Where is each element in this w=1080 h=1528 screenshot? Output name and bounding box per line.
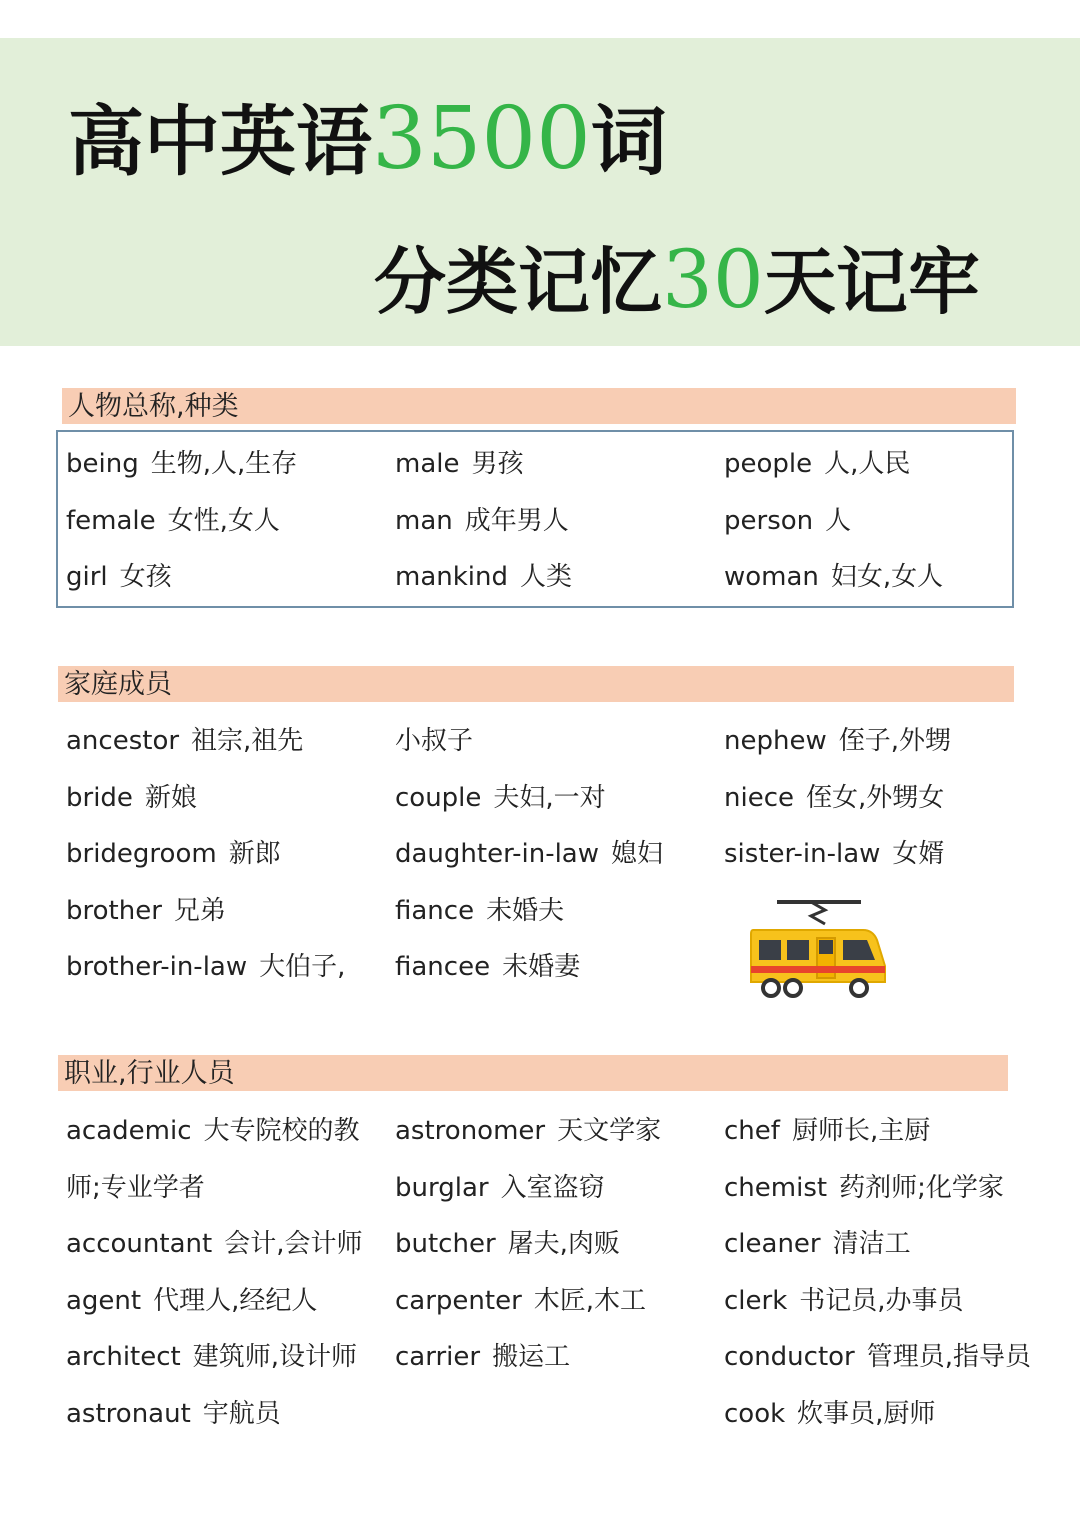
vocab-meaning: 人类 <box>520 562 573 593</box>
vocab-word: male <box>395 449 460 479</box>
vocab-word: brother-in-law <box>66 952 248 983</box>
vocab-word: agent <box>66 1285 142 1316</box>
vocab-meaning: 未婚夫 <box>486 895 565 926</box>
vocab-meaning: 宇航员 <box>202 1399 281 1429</box>
vocab-meaning: 新娘 <box>144 782 197 813</box>
vocab-word: cleaner <box>724 1229 821 1260</box>
vocab-meaning: 搬运工 <box>492 1342 571 1373</box>
title-line-2 <box>374 233 980 326</box>
vocab-entry <box>724 1228 911 1260</box>
vocab-word: chemist <box>724 1172 828 1203</box>
vocab-entry <box>66 448 297 480</box>
vocab-entry <box>724 838 944 870</box>
vocab-word: academic <box>66 1116 192 1146</box>
vocab-word: person <box>724 505 814 536</box>
vocab-entry <box>724 782 944 814</box>
vocab-entry <box>66 561 172 593</box>
vocab-entry <box>395 895 564 927</box>
vocab-entry <box>66 1285 317 1317</box>
vocab-word: burglar <box>395 1172 489 1203</box>
vocab-word: chef <box>724 1116 780 1146</box>
title-line1-number: 3500 <box>372 89 591 189</box>
vocab-word: cook <box>724 1399 786 1429</box>
vocab-meaning: 天文学家 <box>557 1116 662 1146</box>
vocab-entry <box>724 1398 935 1430</box>
title-line-1 <box>68 89 667 189</box>
vocab-meaning: 女婿 <box>892 839 945 870</box>
vocab-meaning: 屠夫,肉贩 <box>507 1229 620 1260</box>
vocab-meaning: 师;专业学者 <box>66 1172 205 1203</box>
vocab-meaning: 小叔子 <box>395 726 474 756</box>
tram-icon <box>745 896 887 1002</box>
vocab-meaning: 祖宗,祖先 <box>191 726 304 756</box>
vocab-word: brother <box>66 895 162 926</box>
vocab-meaning: 大伯子, <box>259 952 346 983</box>
vocab-word: architect <box>66 1342 181 1373</box>
vocab-word: carrier <box>395 1342 481 1373</box>
title-line1-prefix: 高中英语 <box>68 97 372 186</box>
vocab-meaning: 入室盗窃 <box>500 1172 605 1203</box>
vocab-meaning: 侄女,外甥女 <box>806 782 945 813</box>
vocab-word: fiance <box>395 895 475 926</box>
vocab-entry <box>724 1341 1031 1373</box>
vocab-entry <box>66 725 303 757</box>
vocab-entry <box>66 1228 362 1260</box>
section-heading-people: 人物总称,种类 <box>62 388 1016 424</box>
vocab-entry <box>66 1172 205 1204</box>
vocab-entry <box>395 1341 570 1373</box>
vocab-meaning: 药剂师;化学家 <box>839 1172 1004 1203</box>
vocab-word: woman <box>724 562 819 593</box>
vocab-word: ancestor <box>66 726 180 756</box>
vocab-meaning: 炊事员,厨师 <box>797 1399 936 1429</box>
vocab-entry <box>395 1172 605 1204</box>
vocab-entry <box>724 561 943 593</box>
title-line2-number: 30 <box>662 233 764 326</box>
vocab-entry <box>724 1285 964 1317</box>
vocab-entry <box>395 561 572 593</box>
vocab-entry <box>66 1115 360 1147</box>
vocab-meaning: 未婚妻 <box>502 952 581 983</box>
vocab-meaning: 男孩 <box>471 449 524 479</box>
vocab-word: accountant <box>66 1229 213 1260</box>
vocab-entry <box>66 782 197 814</box>
vocab-word: conductor <box>724 1342 855 1373</box>
vocab-meaning: 书记员,办事员 <box>799 1285 964 1316</box>
vocab-entry <box>66 838 281 870</box>
vocab-word: bride <box>66 782 133 813</box>
vocab-entry <box>66 1398 281 1430</box>
vocab-meaning: 代理人,经纪人 <box>153 1285 318 1316</box>
vocab-meaning: 大专院校的教 <box>203 1116 360 1146</box>
vocab-entry <box>724 448 910 480</box>
vocab-entry <box>395 951 580 983</box>
section-heading-occupations: 职业,行业人员 <box>58 1055 1008 1091</box>
vocab-word: sister-in-law <box>724 839 881 870</box>
title-line2-prefix: 分类记忆 <box>374 240 663 324</box>
vocab-word: female <box>66 505 156 536</box>
vocab-word: astronomer <box>395 1116 546 1146</box>
vocab-meaning: 成年男人 <box>464 505 569 536</box>
vocab-meaning: 管理员,指导员 <box>866 1342 1032 1373</box>
vocab-entry <box>66 505 280 537</box>
vocab-word: man <box>395 505 453 536</box>
vocab-word: fiancee <box>395 952 491 983</box>
vocab-entry <box>66 1341 357 1373</box>
vocab-entry <box>395 1115 661 1147</box>
vocab-word: astronaut <box>66 1399 191 1429</box>
title-line1-suffix: 词 <box>590 97 667 186</box>
vocab-entry <box>724 725 951 757</box>
vocab-meaning: 会计,会计师 <box>224 1229 363 1260</box>
vocab-meaning: 木匠,木工 <box>533 1285 647 1316</box>
vocab-entry <box>724 1115 930 1147</box>
vocab-entry <box>395 448 524 480</box>
vocab-meaning: 兄弟 <box>173 895 226 926</box>
vocab-word: girl <box>66 562 108 593</box>
section-heading-family: 家庭成员 <box>58 666 1014 702</box>
vocab-word: mankind <box>395 562 509 593</box>
vocab-meaning: 生物,人,生存 <box>150 449 298 479</box>
vocab-entry <box>395 1228 620 1260</box>
vocab-meaning: 夫妇,一对 <box>493 782 606 813</box>
vocab-meaning: 妇女,女人 <box>830 562 944 593</box>
vocab-word: niece <box>724 782 794 813</box>
vocab-entry <box>395 1285 646 1317</box>
title-line2-suffix: 天记牢 <box>763 240 980 324</box>
vocab-entry <box>724 505 851 537</box>
vocab-word: daughter-in-law <box>395 839 600 870</box>
vocab-word: bridegroom <box>66 839 217 870</box>
vocab-meaning: 人 <box>825 505 852 536</box>
vocab-word: couple <box>395 782 482 813</box>
vocab-word: butcher <box>395 1229 496 1260</box>
vocab-meaning: 女孩 <box>119 562 172 593</box>
vocab-word: people <box>724 449 813 479</box>
vocab-meaning: 人,人民 <box>824 449 911 479</box>
vocab-meaning: 新郎 <box>228 839 281 870</box>
vocab-meaning: 女性,女人 <box>167 505 280 536</box>
vocab-word: clerk <box>724 1285 788 1316</box>
vocab-meaning: 清洁工 <box>832 1229 911 1260</box>
vocab-entry <box>395 725 473 757</box>
vocab-meaning: 厨师长,主厨 <box>791 1116 931 1146</box>
vocab-meaning: 侄子,外甥 <box>838 726 951 756</box>
vocab-word: carpenter <box>395 1285 522 1316</box>
vocab-word: nephew <box>724 726 827 756</box>
vocab-entry <box>724 1172 1004 1204</box>
vocab-entry <box>395 782 606 814</box>
vocab-meaning: 建筑师,设计师 <box>192 1342 357 1373</box>
vocab-entry <box>66 895 226 927</box>
vocab-entry <box>395 505 569 537</box>
vocab-entry <box>395 838 663 870</box>
vocab-word: being <box>66 449 139 479</box>
vocab-meaning: 媳妇 <box>611 839 664 870</box>
vocab-entry <box>66 951 345 983</box>
